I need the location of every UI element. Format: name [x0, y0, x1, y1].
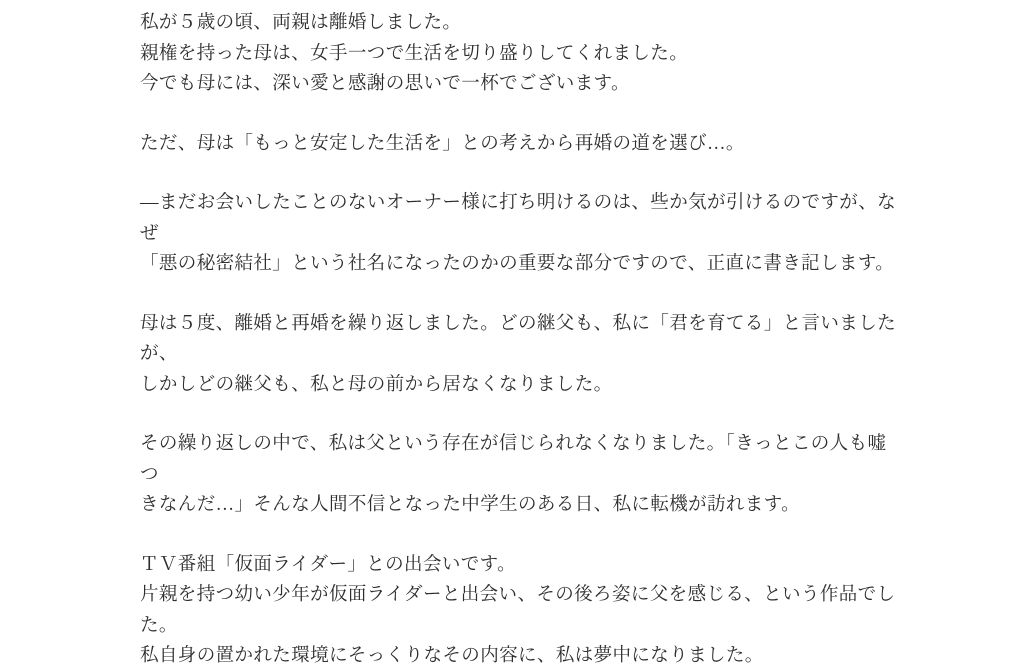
paragraph-spacer [140, 159, 900, 188]
text-line: 私が５歳の頃、両親は離婚しました。 [140, 13, 462, 33]
text-line: 私自身の置かれた環境にそっくりなその内容に、私は夢中になりました。 [140, 646, 764, 666]
paragraph-4 [140, 309, 900, 401]
text-line: その繰り返しの中で、私は父という存在が信じられなくなりました。「きっとこの人も嘘つ [140, 434, 887, 485]
text-line: 今でも母には、深い愛と感謝の思いで一杯でございます。 [140, 74, 630, 94]
text-line: 片親を持つ幼い少年が仮面ライダーと出会い、その後ろ姿に父を感じる、という作品でした。 [140, 585, 896, 636]
text-line: 母は５度、離婚と再婚を繰り返しました。どの継父も、私に「君を育てる」と言いましたが、 [140, 313, 897, 364]
text-line: ―まだお会いしたことのないオーナー様に打ち明けるのは、些か気が引けるのですが、なぜ [140, 193, 897, 244]
paragraph-spacer [140, 400, 900, 429]
paragraph-spacer [140, 280, 900, 309]
paragraph-1 [140, 8, 900, 100]
text-line: ただ、母は「もっと安定した生活を」との考えから再婚の道を選び…。 [140, 133, 745, 154]
paragraph-spacer [140, 100, 900, 129]
paragraph-spacer [140, 521, 900, 550]
text-line: しかしどの継父も、私と母の前から居なくなりました。 [140, 374, 613, 395]
text-line: ＴＶ番組「仮面ライダー」との出会いです。 [140, 554, 516, 575]
text-line: 「悪の秘密結社」という社名になったのかの重要な部分ですので、正直に書き記します。 [140, 254, 895, 274]
paragraph-6 [140, 550, 900, 672]
paragraph-3 [140, 188, 900, 280]
paragraph-5 [140, 429, 900, 521]
text-line: きなんだ…」そんな人間不信となった中学生のある日、私に転機が訪れます。 [140, 495, 801, 515]
text-line: 親権を持った母は、女手一つで生活を切り盛りしてくれました。 [140, 43, 689, 64]
paragraph-2 [140, 129, 900, 160]
article-body [140, 8, 900, 672]
